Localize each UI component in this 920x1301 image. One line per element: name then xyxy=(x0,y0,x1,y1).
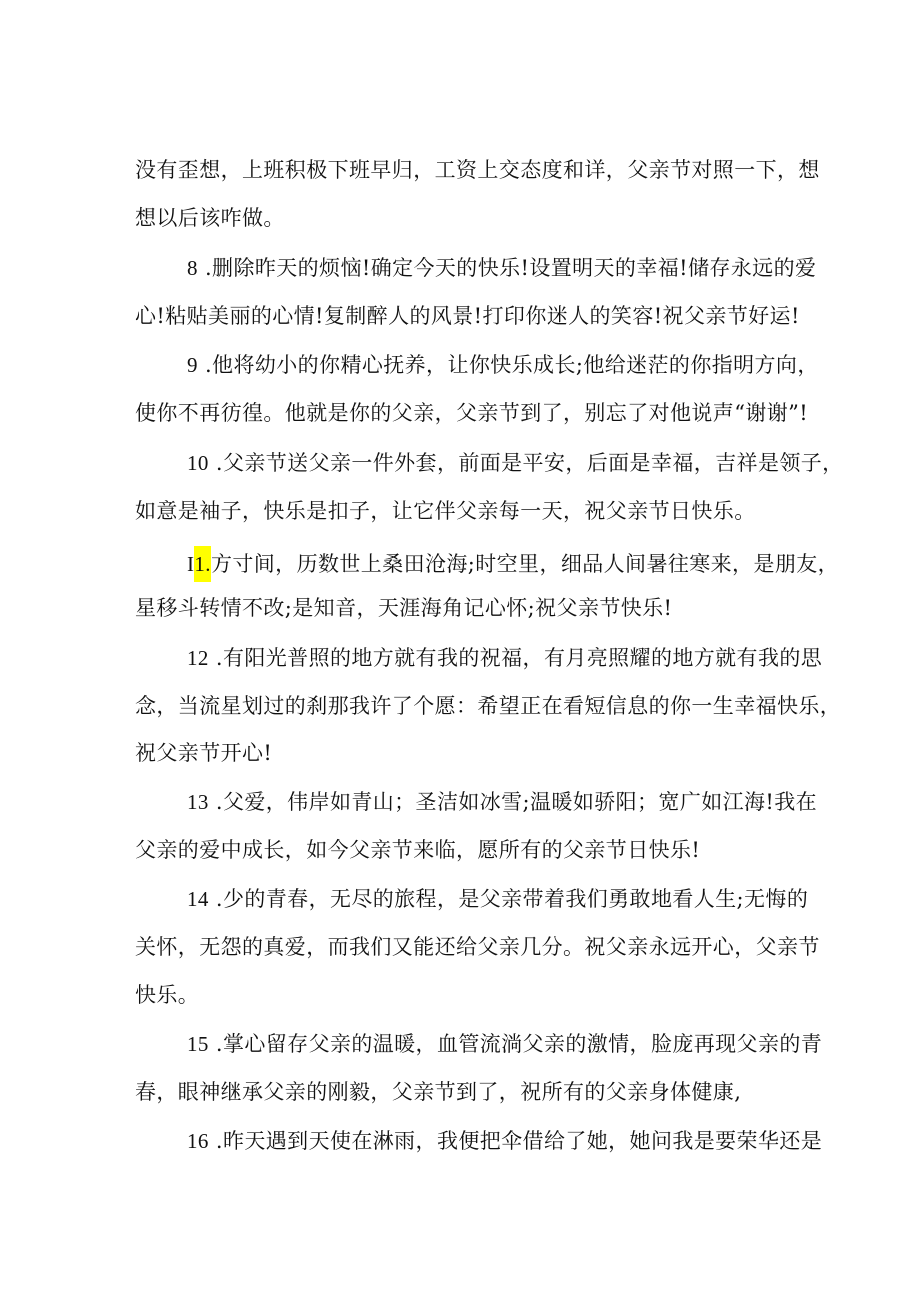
paragraph-8-first-line xyxy=(187,254,816,282)
paragraph-number: 16 xyxy=(187,1129,209,1153)
paragraph-number: 14 xyxy=(187,887,209,911)
text-line: .有阳光普照的地方就有我的祝福，有月亮照耀的地方就有我的思 xyxy=(208,646,823,670)
paragraph-number-prefix: I xyxy=(187,552,195,576)
highlighted-number: 1. xyxy=(194,546,211,582)
paragraph-15-first-line xyxy=(187,1030,822,1058)
text-line: 方寸间，历数世上桑田沧海;时空里，细品人间暑往寒来，是朋友， xyxy=(210,552,840,576)
paragraph-number: 8 xyxy=(187,256,198,280)
text-line: .掌心留存父亲的温暖，血管流淌父亲的激情，脸庞再现父亲的青 xyxy=(208,1032,823,1056)
paragraph-number: 15 xyxy=(187,1032,209,1056)
text-line: .少的青春，无尽的旅程，是父亲带着我们勇敢地看人生;无悔的 xyxy=(208,887,809,911)
text-line: 想以后该咋做。 xyxy=(135,206,285,230)
text-line: 父亲的爱中成长，如今父亲节来临，愿所有的父亲节日快乐! xyxy=(135,838,701,862)
paragraph-16-first-line xyxy=(187,1127,822,1155)
paragraph-12-first-line xyxy=(187,644,822,672)
text-line: 关怀，无怨的真爱，而我们又能还给父亲几分。祝父亲永远开心，父亲节 xyxy=(135,935,820,959)
paragraph-9-first-line xyxy=(187,351,819,379)
text-line: .他将幼小的你精心抚养，让你快乐成长;他给迷茫的你指明方向， xyxy=(197,353,819,377)
text-line: 春，眼神继承父亲的刚毅，父亲节到了，祝所有的父亲身体健康, xyxy=(135,1080,742,1104)
text-line: .删除昨天的烦恼!确定今天的快乐!设置明天的幸福!储存永远的爱 xyxy=(197,256,817,280)
text-line: .父爱，伟岸如青山；圣洁如冰雪;温暖如骄阳；宽广如江海!我在 xyxy=(208,790,818,814)
paragraph-14-first-line xyxy=(187,885,808,913)
text-line: 心!粘贴美丽的心情!复制醉人的风景!打印你迷人的笑容!祝父亲节好运! xyxy=(135,304,800,328)
text-line: 念，当流星划过的刹那我许了个愿：希望正在看短信息的你一生幸福快乐， xyxy=(135,694,842,718)
paragraph-number: 12 xyxy=(187,646,209,670)
paragraph-number: 13 xyxy=(187,790,209,814)
paragraph-10-first-line xyxy=(187,449,844,477)
text-line: 快乐。 xyxy=(135,983,200,1007)
text-line: 星移斗转情不改;是知音，天涯海角记心怀;祝父亲节快乐! xyxy=(135,596,673,620)
text-line: 使你不再彷徨。他就是你的父亲，父亲节到了，别忘了对他说声“谢谢”! xyxy=(135,401,809,425)
paragraph-number: 10 xyxy=(187,451,209,475)
text-line: 没有歪想，上班积极下班早归，工资上交态度和详，父亲节对照一下，想 xyxy=(135,158,820,182)
paragraph-13-first-line xyxy=(187,788,817,816)
text-line: .父亲节送父亲一件外套，前面是平安，后面是幸福，吉祥是领子， xyxy=(208,451,844,475)
paragraph-11-first-line xyxy=(187,546,839,582)
text-line: .昨天遇到天使在淋雨，我便把伞借给了她，她问我是要荣华还是 xyxy=(208,1129,823,1153)
paragraph-number: 9 xyxy=(187,353,198,377)
text-line: 如意是袖子，快乐是扣子，让它伴父亲每一天，祝父亲节日快乐。 xyxy=(135,499,756,523)
text-line: 祝父亲节开心! xyxy=(135,741,273,765)
